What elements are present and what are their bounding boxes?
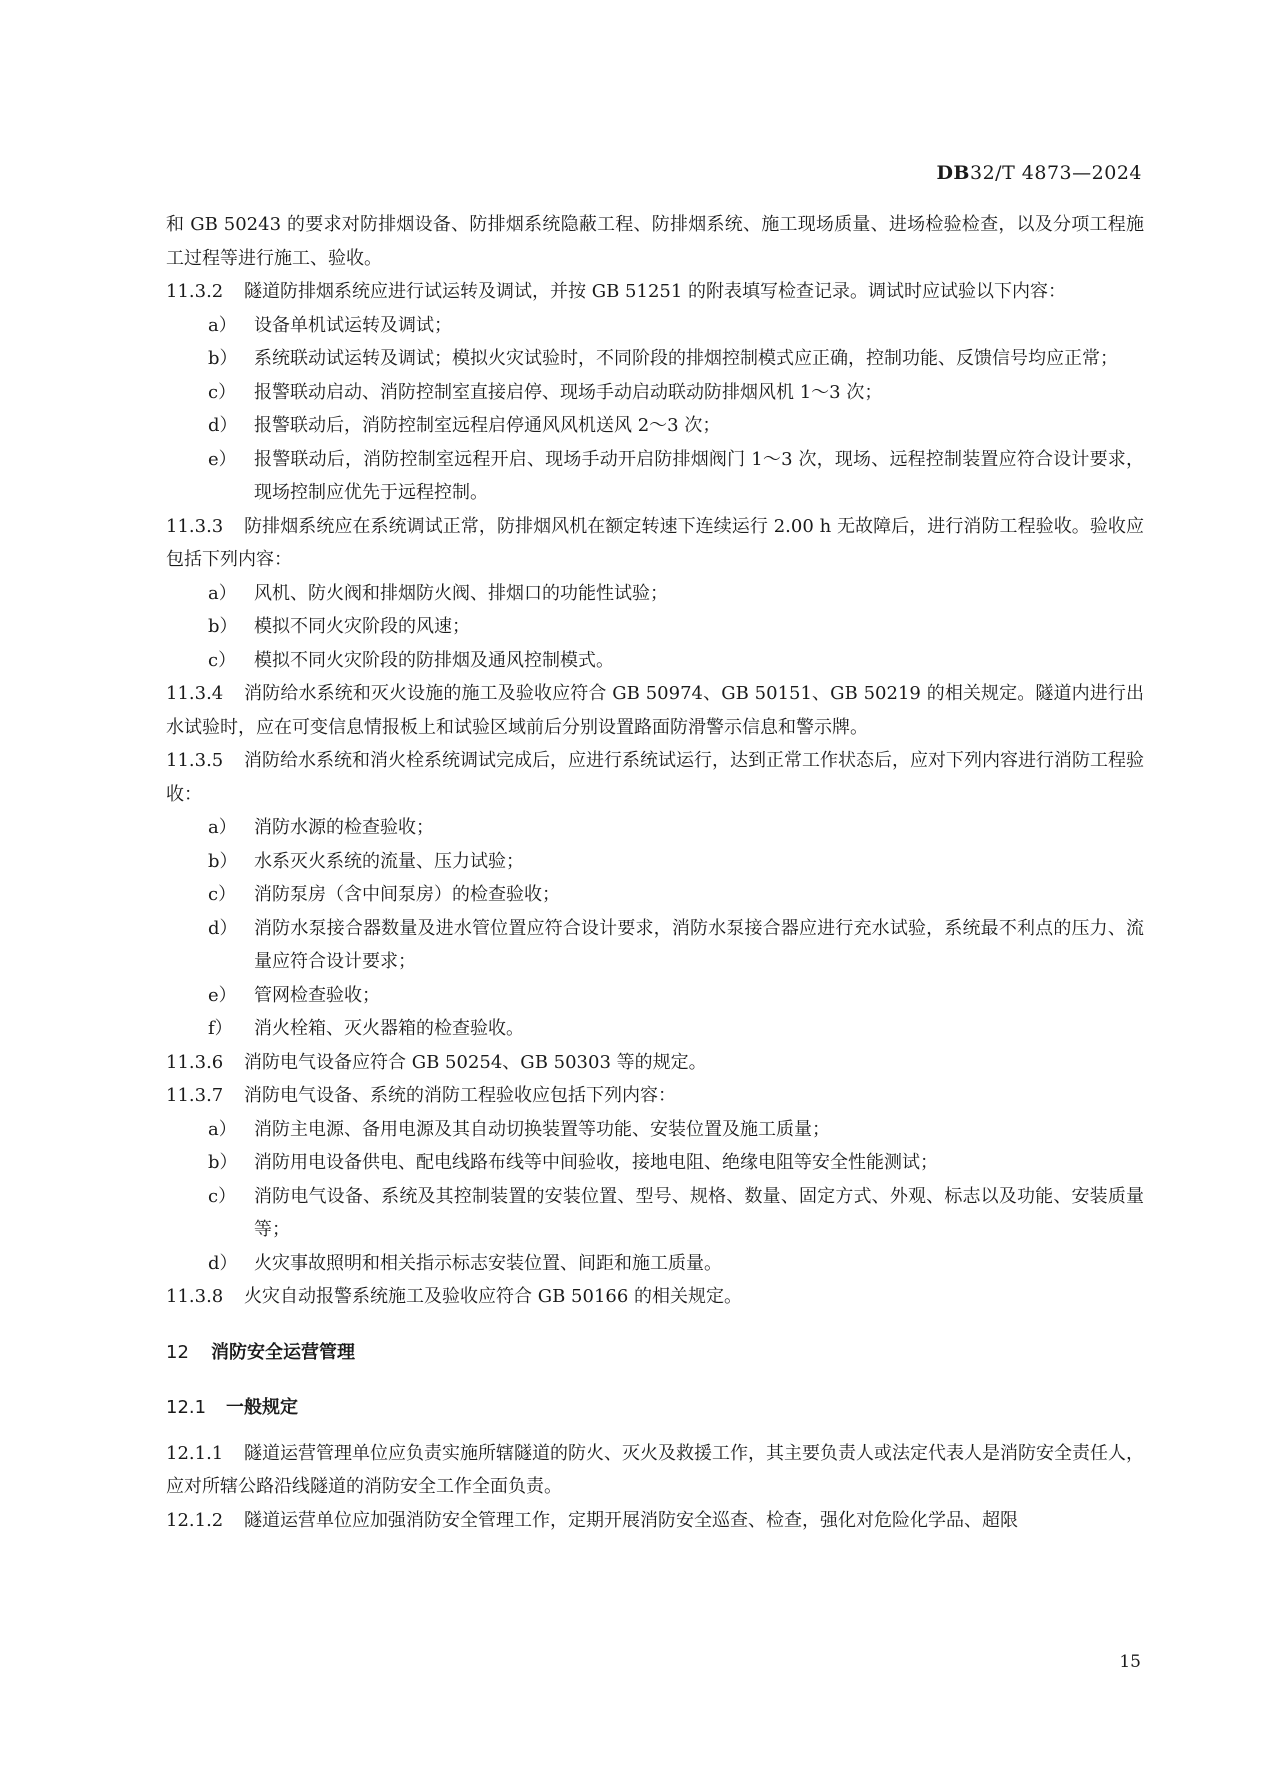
clause-11-3-6 <box>166 1046 1144 1080</box>
list-item <box>166 409 1144 443</box>
clause-text: 隧道运营管理单位应负责实施所辖隧道的防火、灭火及救援工作，其主要负责人或法定代表人是消防安全责任人，应对所辖公路沿线隧道的消防安全工作全面负责。 <box>166 1442 1144 1497</box>
clause-11-3-8 <box>166 1280 1144 1314</box>
list-item-text: 报警联动启动、消防控制室直接启停、现场手动启动联动防排烟风机 1～3 次； <box>254 381 883 403</box>
list-marker: a） <box>208 817 237 838</box>
page-content <box>166 208 1144 1537</box>
list-item-text: 系统联动试运转及调试；模拟火灾试验时，不同阶段的排烟控制模式应正确，控制功能、反馈信号均应正常； <box>254 348 1118 369</box>
list-item-text: 报警联动后，消防控制室远程启停通风风机送风 2～3 次； <box>254 415 721 436</box>
list-item <box>166 342 1144 376</box>
list-item-text: 设备单机试运转及调试； <box>254 314 452 336</box>
clause-12-1-2 <box>166 1504 1144 1538</box>
list-item-text: 水系灭火系统的流量、压力试验； <box>254 850 524 872</box>
clause-11-3-2 <box>166 275 1144 309</box>
clause-number: 11.3.8 <box>166 1286 224 1307</box>
clause-number: 12.1.1 <box>166 1442 224 1464</box>
clause-number: 11.3.5 <box>166 750 224 771</box>
list-item-text: 消防水泵接合器数量及进水管位置应符合设计要求，消防水泵接合器应进行充水试验，系统最不利点的压力、流量应符合设计要求； <box>254 917 1144 972</box>
list-marker: e） <box>208 984 237 1006</box>
list-marker: a） <box>208 1118 237 1140</box>
list-item <box>166 1012 1144 1046</box>
list-item <box>166 610 1144 644</box>
list-item-text: 风机、防火阀和排烟防火阀、排烟口的功能性试验； <box>254 582 668 604</box>
clause-text: 火灾自动报警系统施工及验收应符合 GB 50166 的相关规定。 <box>244 1286 743 1307</box>
list-marker: f） <box>208 1018 233 1039</box>
clause-text: 消防电气设备应符合 GB 50254、GB 50303 等的规定。 <box>244 1051 707 1073</box>
clause-number: 11.3.3 <box>166 515 224 537</box>
list-item-text: 消防泵房（含中间泵房）的检查验收； <box>254 884 560 905</box>
list-item-text: 火灾事故照明和相关指示标志安装位置、间距和施工质量。 <box>254 1252 722 1274</box>
list-item <box>166 845 1144 879</box>
chapter-title: 消防安全运营管理 <box>211 1341 355 1363</box>
list-marker: c） <box>208 1185 237 1207</box>
list-item <box>166 912 1144 979</box>
clause-11-3-5 <box>166 744 1144 811</box>
chapter-heading-12 <box>166 1336 1144 1370</box>
list-marker: a） <box>208 582 237 604</box>
list-marker: c） <box>208 381 237 403</box>
list-item-text: 报警联动后，消防控制室远程开启、现场手动开启防排烟阀门 1～3 次，现场、远程控制装置应符合设计要求，现场控制应优先于远程控制。 <box>254 448 1144 503</box>
list-item-text: 管网检查验收； <box>254 984 380 1006</box>
paragraph-intro: 和 GB 50243 的要求对防排烟设备、防排烟系统隐蔽工程、防排烟系统、施工现场质量、进场检验检查，以及分项工程施工过程等进行施工、验收。 <box>166 214 1144 269</box>
list-marker: b） <box>208 616 238 637</box>
chapter-number: 12 <box>166 1341 189 1363</box>
list-item <box>166 309 1144 343</box>
clause-11-3-3 <box>166 510 1144 577</box>
list-item <box>166 644 1144 678</box>
list-item <box>166 1180 1144 1247</box>
list-item <box>166 979 1144 1013</box>
list-item <box>166 1113 1144 1147</box>
clause-text: 隧道防排烟系统应进行试运转及调试，并按 GB 51251 的附表填写检查记录。调试时应试验以下内容： <box>244 281 1067 302</box>
clause-text: 消防电气设备、系统的消防工程验收应包括下列内容： <box>244 1085 676 1106</box>
clause-11-3-4 <box>166 677 1144 744</box>
list-item-text: 模拟不同火灾阶段的风速； <box>254 616 470 637</box>
clause-text: 隧道运营单位应加强消防安全管理工作，定期开展消防安全巡查、检查，强化对危险化学品、超限 <box>244 1509 1018 1531</box>
list-marker: b） <box>208 348 238 369</box>
clause-number: 12.1.2 <box>166 1509 224 1531</box>
list-item-text: 模拟不同火灾阶段的防排烟及通风控制模式。 <box>254 649 614 671</box>
clause-number: 11.3.7 <box>166 1085 224 1106</box>
document-header <box>936 162 1142 184</box>
clause-number: 11.3.6 <box>166 1051 224 1073</box>
list-item <box>166 811 1144 845</box>
list-item-text: 消防用电设备供电、配电线路布线等中间验收，接地电阻、绝缘电阻等安全性能测试； <box>254 1152 938 1173</box>
standard-code: 32/T 4873—2024 <box>970 162 1142 184</box>
list-marker: c） <box>208 884 237 905</box>
section-number: 12.1 <box>166 1397 207 1418</box>
list-item-text: 消防主电源、备用电源及其自动切换装置等功能、安装位置及施工质量； <box>254 1118 830 1140</box>
list-marker: b） <box>208 850 238 872</box>
clause-text: 消防给水系统和消火栓系统调试完成后，应进行系统试运行，达到正常工作状态后，应对下列内容进行消防工程验收： <box>166 750 1144 805</box>
standard-prefix: DB <box>936 162 970 184</box>
list-item-text: 消火栓箱、灭火器箱的检查验收。 <box>254 1018 524 1039</box>
list-item <box>166 1247 1144 1281</box>
clause-text: 消防给水系统和灭火设施的施工及验收应符合 GB 50974、GB 50151、GB 50219 的相关规定。隧道内进行出水试验时，应在可变信息情报板上和试验区域前后分别设置路面防滑警示信息和警示牌。 <box>166 683 1144 738</box>
list-item-text: 消防水源的检查验收； <box>254 817 434 838</box>
list-item <box>166 376 1144 410</box>
list-marker: d） <box>208 917 238 939</box>
page-number: 15 <box>1119 1652 1141 1672</box>
list-item-text: 消防电气设备、系统及其控制装置的安装位置、型号、规格、数量、固定方式、外观、标志以及功能、安装质量等； <box>254 1185 1144 1240</box>
clause-11-3-7 <box>166 1079 1144 1113</box>
list-item <box>166 443 1144 510</box>
clause-number: 11.3.4 <box>166 683 224 704</box>
clause-text: 防排烟系统应在系统调试正常，防排烟风机在额定转速下连续运行 2.00 h 无故障后，进行消防工程验收。验收应包括下列内容： <box>166 515 1144 570</box>
list-marker: a） <box>208 314 237 336</box>
list-marker: b） <box>208 1152 238 1173</box>
clause-number: 11.3.2 <box>166 281 224 302</box>
section-heading-12-1 <box>166 1391 1144 1425</box>
list-marker: d） <box>208 1252 238 1274</box>
list-item <box>166 878 1144 912</box>
list-item <box>166 1146 1144 1180</box>
list-item <box>166 577 1144 611</box>
list-marker: c） <box>208 649 237 671</box>
list-marker: d） <box>208 415 238 436</box>
list-marker: e） <box>208 448 237 470</box>
clause-12-1-1 <box>166 1437 1144 1504</box>
section-title: 一般规定 <box>226 1397 298 1418</box>
